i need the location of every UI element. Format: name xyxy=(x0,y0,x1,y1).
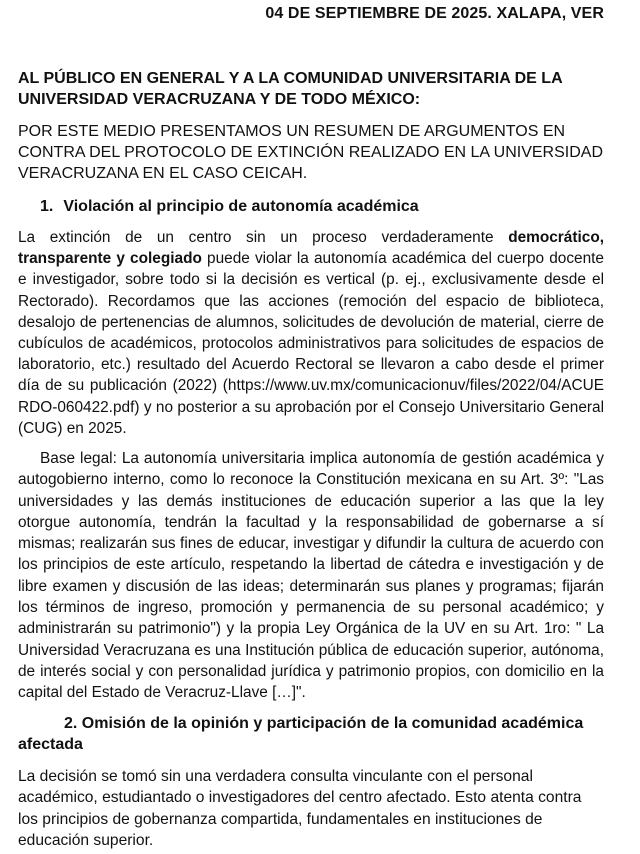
section-1-title: Violación al principio de autonomía académica xyxy=(63,198,419,215)
intro-paragraph: POR ESTE MEDIO PRESENTAMOS UN RESUMEN DE ARGUMENTOS EN CONTRA DEL PROTOCOLO DE EXTINCIÓN REALIZADO EN LA UNIVERSIDAD VERACRUZANA EN EL CASO CEICAH. xyxy=(18,123,604,182)
section-1-paragraph-1 xyxy=(18,227,604,439)
section-1-p1-text-a: La extinción de un centro sin un proceso verdaderamente xyxy=(18,229,509,246)
salutation-heading: AL PÚBLICO EN GENERAL Y A LA COMUNIDAD UNIVERSITARIA DE LA UNIVERSIDAD VERACRUZANA Y DE TODO MÉXICO: xyxy=(18,70,563,108)
section-1-p1-text-c: y no posterior a su aprobación por el Consejo Universitario General (CUG) en 2025. xyxy=(18,398,604,437)
date-line: 04 DE SEPTIEMBRE DE 2025. XALAPA, VER xyxy=(265,5,604,22)
section-2-paragraph-1: La decisión se tomó sin una verdadera consulta vinculante con el personal académico, estudiantado o investigadores del centro afectado. Esto atenta contra los principios de gobernanza compartida, fundamentales en instituciones de educación superior. xyxy=(18,768,582,849)
section-2-heading xyxy=(18,713,604,755)
section-1-paragraph-2: Base legal: La autonomía universitaria implica autonomía de gestión académica y autogobierno interno, como lo reconoce la Constitución mexicana en su Art. 3º: "Las universidades y las demás instituciones de educación superior a las que la ley otorgue autonomía, tendrán la facultad y la responsabilidad de gobernarse a sí mismas; realizarán sus fines de educar, investigar y difundir la cultura de acuerdo con los principios de este artículo, respetando la libertad de cátedra e investigación y de libre examen y discusión de las ideas; determinarán sus planes y programas; fijarán los términos de ingreso, promoción y permanencia de su personal académico; y administrarán su patrimonio") y la propia Ley Orgánica de la UV en su Art. 1ro: " La Universidad Veracruzana es una Institución pública de educación superior, autónoma, de interés social y con personalidad jurídica y patrimonio propios, con domicilio en la capital del Estado de Veracruz-Llave […]". xyxy=(18,450,604,702)
section-1-heading xyxy=(40,196,419,217)
section-2-title: 2. Omisión de la opinión y participación de la comunidad académica afectada xyxy=(18,715,584,753)
section-1-p1-bold: democrático, transparente y colegiado xyxy=(18,229,604,268)
section-1-p1-text-b: puede violar la autonomía académica del cuerpo docente e investigador, sobre todo si la decisión es vertical (p. ej., exclusivamente desde el Rectorado). Recordamos que las acciones (remoción del espacio de biblioteca, desalojo de pertenencias de alumnos, solicitudes de devolución de material, cierre de cubículos de académicos, protocolos administrativos para solicitudes de espacios de laboratorio, etc.) resultado del Acuerdo Rectoral se llevaron a cabo desde el primer día de su publicación (2022) xyxy=(18,250,604,395)
acuerdo-url-text: (https://www.uv.mx/comunicacionuv/files/2022/04/ACUERDO-060422.pdf) xyxy=(18,377,604,416)
section-1-number: 1. xyxy=(40,198,54,215)
